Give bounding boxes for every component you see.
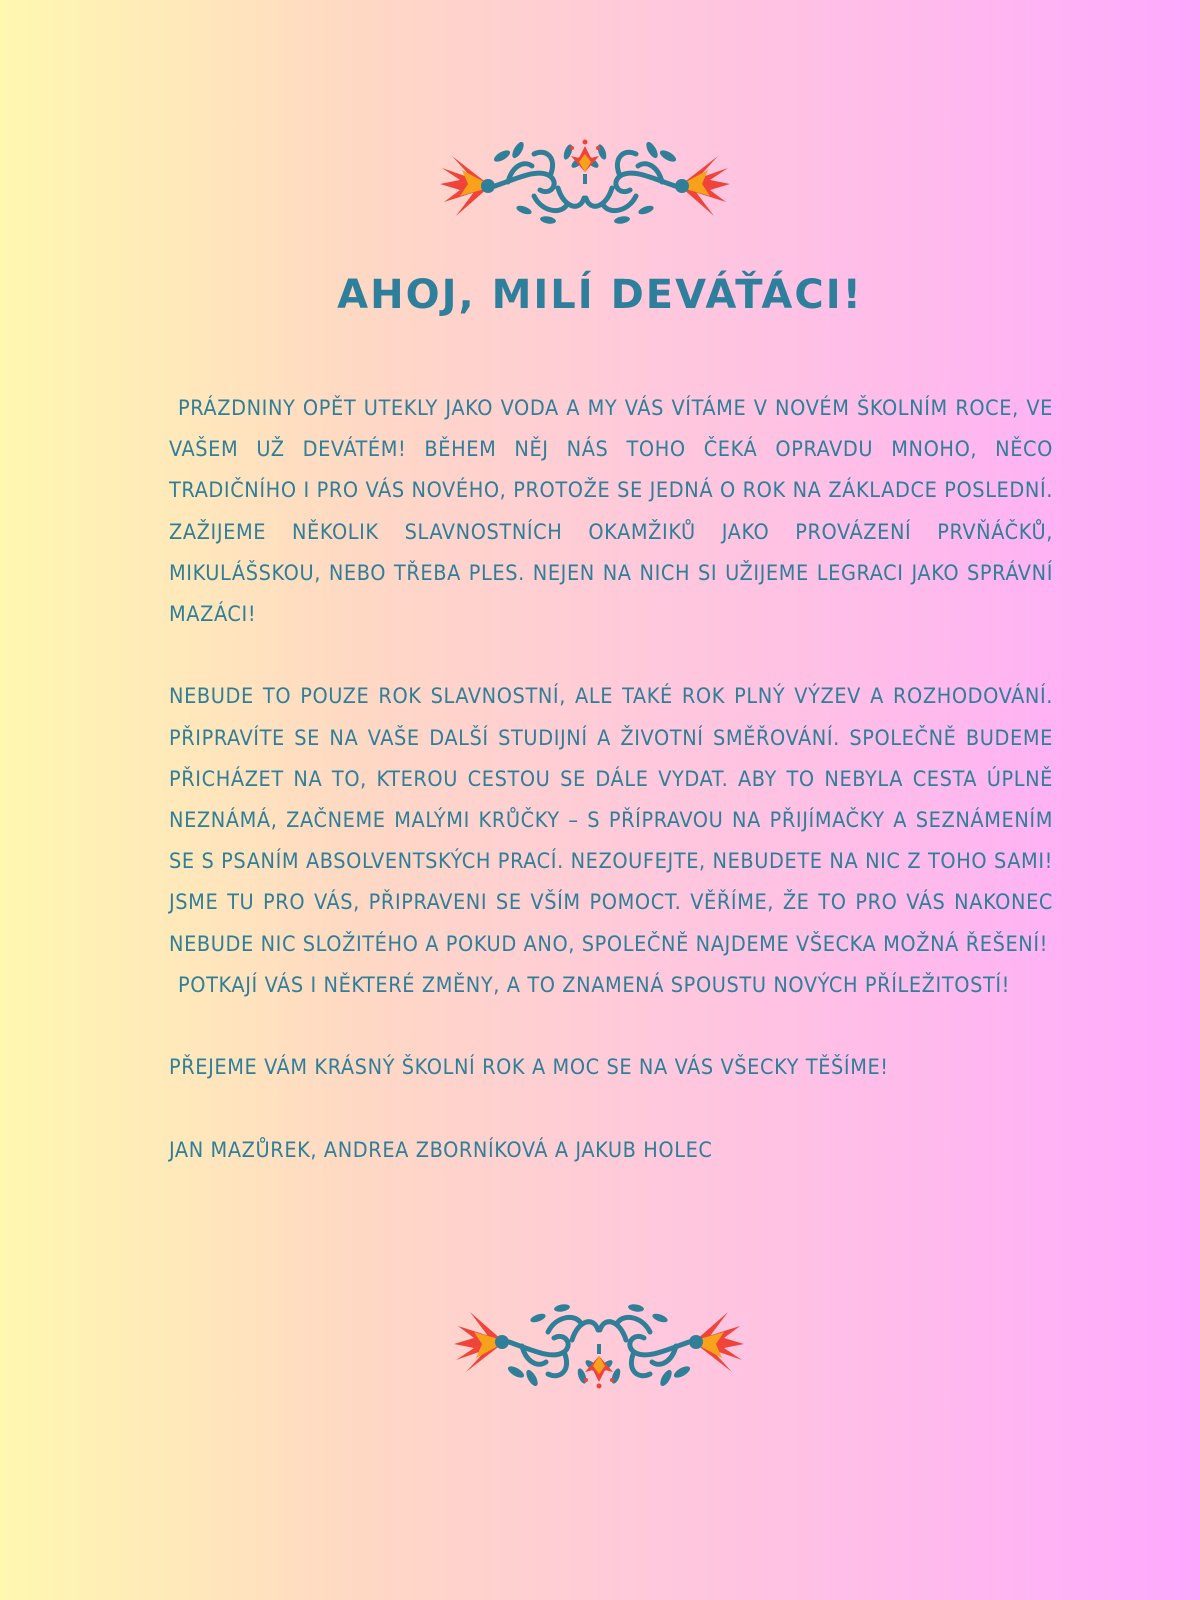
letter-body: [169, 388, 1053, 1171]
signature: JAN MAZŮREK, ANDREA ZBORNÍKOVÁ A JAKUB HOLEC: [169, 1137, 713, 1163]
paragraph-changes: POTKAJÍ VÁS I NĚKTERÉ ZMĚNY, A TO ZNAMENÁ SPOUSTU NOVÝCH PŘÍLEŽITOSTÍ!: [178, 972, 1011, 998]
paragraph-wish: PŘEJEME VÁM KRÁSNÝ ŠKOLNÍ ROK A MOC SE NA VÁS VŠECKY TĚŠÍME!: [169, 1055, 889, 1081]
top-floral-ornament-icon: [438, 138, 732, 230]
spacer: [169, 1006, 1053, 1047]
left-flower-icon: [440, 156, 495, 216]
spacer: [169, 1088, 1053, 1129]
paragraph-intro: PRÁZDNINY OPĚT UTEKLY JAKO VODA A MY VÁS VÍTÁME V NOVÉM ŠKOLNÍM ROCE, VE VAŠEM UŽ DEVÁTÉM! BĚHEM NĚJ NÁS TOHO ČEKÁ OPRAVDU MNOHO, NĚCO TRADIČNÍHO I PRO VÁS NOVÉHO, PROTOŽE SE JEDNÁ O ROK NA ZÁKLADCE POSLEDNÍ. ZAŽIJEME NĚKOLIK SLAVNOSTNÍCH OKAMŽIKŮ JAKO PROVÁZENÍ PRVŇÁČKŮ, MIKULÁŠSKOU, NEBO TŘEBA PLES. NEJEN NA NICH SI UŽIJEME LEGRACI JAKO SPRÁVNÍ MAZÁCI!: [169, 396, 1053, 628]
spacer: [169, 635, 1053, 676]
paragraph-challenges: NEBUDE TO POUZE ROK SLAVNOSTNÍ, ALE TAKÉ ROK PLNÝ VÝZEV A ROZHODOVÁNÍ. PŘIPRAVÍTE SE NA VAŠE DALŠÍ STUDIJNÍ A ŽIVOTNÍ SMĚŘOVÁNÍ. SPOLEČNĚ BUDEME PŘICHÁZET NA TO, KTEROU CESTOU SE DÁLE VYDAT. ABY TO NEBYLA CESTA ÚPLNĚ NEZNÁMÁ, ZAČNEME MALÝMI KRŮČKY – S PŘÍPRAVOU NA PŘIJÍMAČKY A SEZNÁMENÍM SE S PSANÍM ABSOLVENTSKÝCH PRACÍ. NEZOUFEJTE, NEBUDETE NA NIC Z TOHO SAMI! JSME TU PRO VÁS, PŘIPRAVENI SE VŠÍM POMOCT. VĚŘÍME, ŽE TO PRO VÁS NAKONEC NEBUDE NIC SLOŽITÉHO A POKUD ANO, SPOLEČNĚ NAJDEME VŠECKA MOŽNÁ ŘEŠENÍ!: [169, 684, 1053, 957]
bottom-floral-ornament-icon: [452, 1298, 746, 1390]
left-scroll-icon: [495, 152, 584, 210]
page-title: AHOJ, MILÍ DEVÁŤÁCI!: [337, 272, 863, 318]
